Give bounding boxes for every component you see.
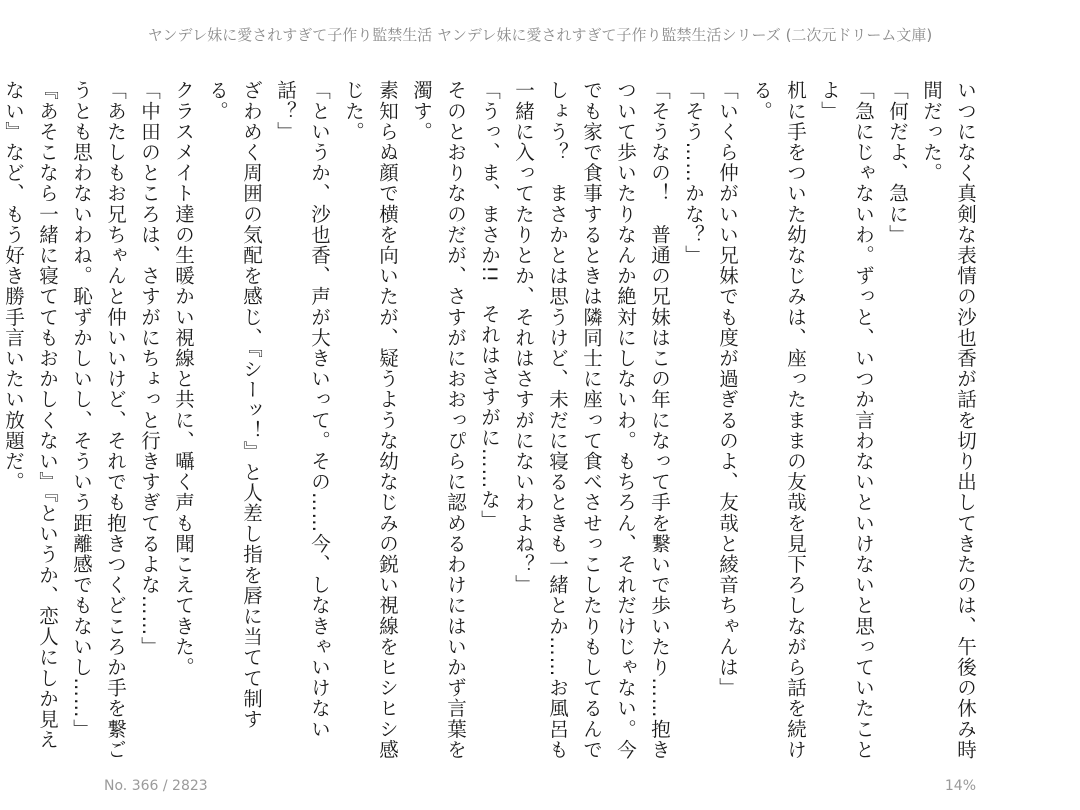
- paragraph: 「そう……かな？」: [682, 80, 705, 266]
- paragraph: いつになく真剣な表情の沙也香が話を切り出してきたのは、午後の休み時間だった。: [920, 80, 977, 760]
- progress-percent: 14%: [944, 778, 976, 794]
- paragraph: 「あたしもお兄ちゃんと仲いいけど、それでも抱きつくどころか手を繋ごうとも思わないわね。恥ずかしいし、そういう距離感でもないし……」: [70, 80, 127, 760]
- paragraph: 「何だよ、急に」: [886, 80, 909, 245]
- paragraph: 「そうなの！ 普通の兄妹はこの年になって手を繋いで歩いたり……抱きついて歩いたりなんか絶対にしないわ。もちろん、それだけじゃない。今でも家で食事するときは隣同士に座って食べさせっこしたりもしてるんでしょう？ まさかとは思うけど、未だに寝るときも一緒とか……お風呂も一緒に入ってたりとか、それはさすがにないわよね？」: [512, 80, 671, 760]
- paragraph: 「というか、沙也香、声が大きいって。その……今、しなきゃいけない話？」: [274, 80, 331, 740]
- book-title: ヤンデレ妹に愛されすぎて子作り監禁生活 ヤンデレ妹に愛されすぎて子作り監禁生活シリーズ (二次元ドリーム文庫): [147, 26, 933, 44]
- paragraph: 机に手をついた幼なじみは、座ったままの友哉を見下ろしながら話を続ける。: [750, 80, 807, 760]
- paragraph: クラスメイト達の生暖かい視線と共に、囁く声も聞こえてきた。: [172, 80, 195, 678]
- paragraph: そのとおりなのだが、さすがにおおっぴらに認めるわけにはいかず言葉を濁す。: [410, 80, 467, 760]
- location-indicator: No. 366 / 2823: [104, 778, 208, 794]
- paragraph: 「いくら仲がいい兄妹でも度が過ぎるのよ、友哉と綾音ちゃんは」: [716, 80, 739, 698]
- paragraph: 『あそこなら一緒に寝ててもおかしくない』『というか、恋人にしか見えない』など、もう好き勝手言いたい放題だ。: [2, 80, 59, 751]
- paragraph: 素知らぬ顔で横を向いたが、疑うような幼なじみの鋭い視線をヒシヒシ感じた。: [342, 80, 399, 760]
- page-text: [2, 80, 982, 760]
- paragraph: ざわめく周囲の気配を感じ、『シーッ！』と人差し指を唇に当てて制する。: [206, 80, 263, 730]
- paragraph: 「急にじゃないわ。ずっと、いつか言わないといけないと思っていたことよ」: [818, 80, 875, 760]
- paragraph: 「うっ、ま、まさか!! それはさすがに……な」: [478, 80, 501, 531]
- paragraph: 「中田のところは、さすがにちょっと行きすぎてるよな……」: [138, 80, 161, 657]
